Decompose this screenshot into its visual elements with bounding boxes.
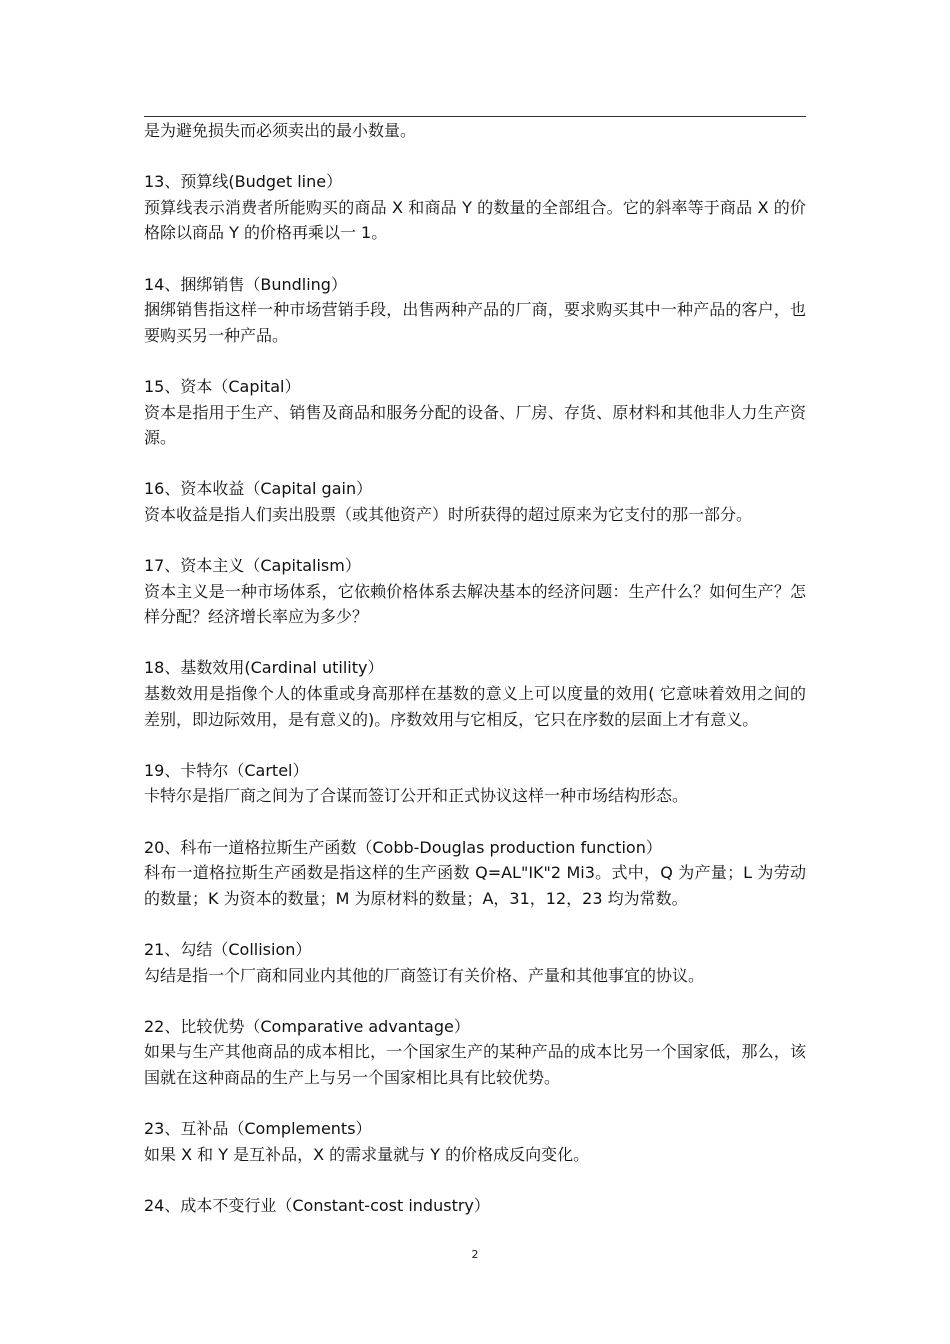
entry-term: 13、预算线(Budget line） xyxy=(144,172,343,192)
glossary-entry-13 xyxy=(144,169,806,246)
entry-term: 21、勾结（Collision） xyxy=(144,940,312,959)
glossary-entry-21 xyxy=(144,937,806,988)
glossary-entry-17 xyxy=(144,553,806,630)
glossary-entry-20 xyxy=(144,835,806,912)
entry-definition: 资本是指用于生产、销售及商品和服务分配的设备、厂房、存货、原材料和其他非人力生产资源。 xyxy=(144,402,806,448)
glossary-entry-19 xyxy=(144,758,806,809)
glossary-entry-24 xyxy=(144,1193,806,1219)
entry-definition: 预算线表示消费者所能购买的商品 X 和商品 Y 的数量的全部组合。它的斜率等于商品 X 的价格除以商品 Y 的价格再乘以一 1。 xyxy=(144,197,806,243)
entry-term: 14、捆绑销售（Bundling） xyxy=(144,274,347,294)
glossary-entry-18 xyxy=(144,655,806,732)
entry-term: 17、资本主义（Capitalism） xyxy=(144,556,361,576)
entry-definition: 科布一道格拉斯生产函数是指这样的生产函数 Q=AL"IK"2 Mi3。式中，Q 为产量；L 为劳动的数量；K 为资本的数量；M 为原材料的数量；A，31，12，23 均为常数。 xyxy=(144,863,806,908)
continuation-text: 是为避免损失而必须卖出的最小数量。 xyxy=(144,121,417,140)
entry-definition: 如果 X 和 Y 是互补品，X 的需求量就与 Y 的价格成反向变化。 xyxy=(144,1144,590,1164)
glossary-entry-22 xyxy=(144,1014,806,1091)
entry-term: 23、互补品（Complements） xyxy=(144,1119,372,1139)
entry-definition: 基数效用是指像个人的体重或身高那样在基数的意义上可以度量的效用( 它意味着效用之间的差别，即边际效用，是有意义的)。序数效用与它相反，它只在序数的层面上才有意义。 xyxy=(144,684,806,729)
entry-definition: 卡特尔是指厂商之间为了合谋而签订公开和正式协议这样一种市场结构形态。 xyxy=(144,786,689,806)
entry-definition: 捆绑销售指这样一种市场营销手段，出售两种产品的厂商，要求购买其中一种产品的客户，也要购买另一种产品。 xyxy=(144,300,806,345)
entry-term: 19、卡特尔（Cartel） xyxy=(144,760,309,780)
entry-term: 22、比较优势（Comparative advantage） xyxy=(144,1016,470,1036)
entry-definition: 资本主义是一种市场体系，它依赖价格体系去解决基本的经济问题：生产什么？如何生产？怎样分配？经济增长率应为多少？ xyxy=(144,581,806,627)
entry-definition: 如果与生产其他商品的成本相比，一个国家生产的某种产品的成本比另一个国家低，那么，该国就在这种商品的生产上与另一个国家相比具有比较优势。 xyxy=(144,1042,806,1087)
page-number: 2 xyxy=(471,1248,479,1261)
entry-definition: 资本收益是指人们卖出股票（或其他资产）时所获得的超过原来为它支付的那一部分。 xyxy=(144,504,753,524)
entry-term: 20、科布一道格拉斯生产函数（Cobb-Douglas production function） xyxy=(144,837,662,857)
entry-definition: 勾结是指一个厂商和同业内其他的厂商签订有关价格、产量和其他事宜的协议。 xyxy=(144,965,705,985)
entry-term: 15、资本（Capital） xyxy=(144,376,301,396)
header-rule xyxy=(144,116,806,117)
glossary-entry-15 xyxy=(144,374,806,451)
entry-term: 16、资本收益（Capital gain） xyxy=(144,479,373,499)
entry-term: 24、成本不变行业（Constant-cost industry） xyxy=(144,1195,490,1215)
glossary-entry-14 xyxy=(144,272,806,349)
glossary-entry-16 xyxy=(144,476,806,527)
entry-term: 18、基数效用(Cardinal utility） xyxy=(144,658,384,678)
glossary-entry-23 xyxy=(144,1116,806,1167)
page-content xyxy=(144,118,806,1219)
